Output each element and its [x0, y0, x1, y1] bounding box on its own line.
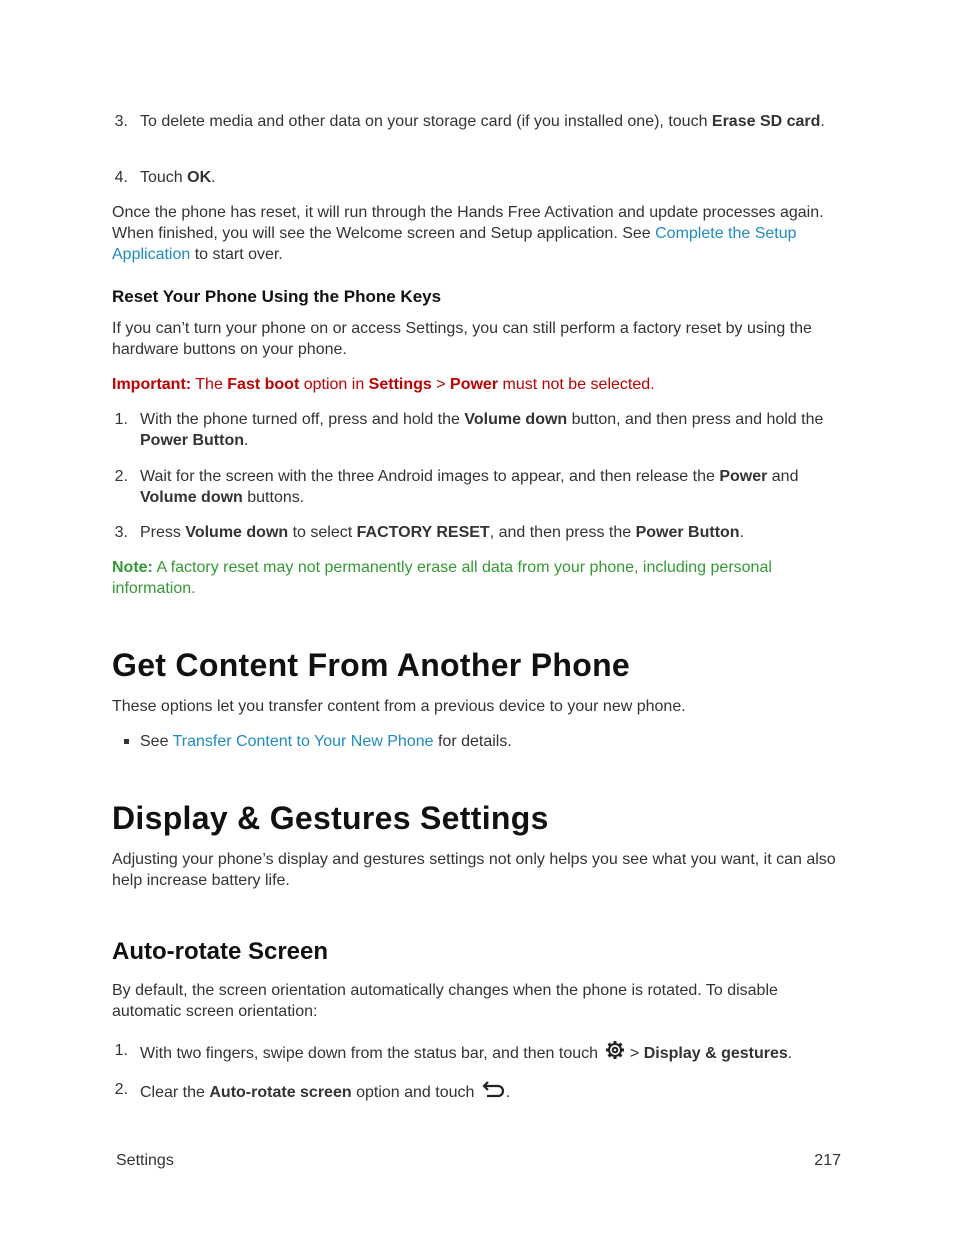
step-text: Touch OK.: [140, 169, 216, 186]
step-number: 3.: [114, 113, 128, 130]
transfer-bullet: [112, 731, 842, 752]
auto-rotate-heading: Auto-rotate Screen: [112, 938, 329, 965]
complete-setup-link[interactable]: Complete the Setup Application: [112, 225, 797, 263]
step-number: 1.: [114, 411, 128, 428]
important-label: Important:: [112, 376, 192, 393]
phone-keys-heading: Reset Your Phone Using the Phone Keys: [112, 287, 442, 306]
step-text: With two fingers, swipe down from the status bar, and then touch > Display & gestures.: [140, 1040, 842, 1066]
step-number: 3.: [114, 524, 128, 541]
erase-sd-card-label: Erase SD card: [711, 113, 821, 130]
rotate-step: [112, 1079, 842, 1105]
footer-page-number: 217: [814, 1152, 841, 1169]
transfer-content-link[interactable]: Transfer Content to Your New Phone: [172, 733, 434, 750]
key-step: [112, 522, 842, 543]
footer-section: Settings: [116, 1152, 174, 1169]
step-number: 4.: [114, 169, 128, 186]
rotate-step: [112, 1040, 842, 1066]
display-gestures-intro: Adjusting your phone’s display and gestures settings not only helps you see what you want, it can also help increase battery life.: [112, 851, 836, 889]
back-arrow-icon: [482, 1079, 506, 1105]
bullet-text: See Transfer Content to Your New Phone for details.: [140, 733, 512, 750]
step-text: To delete media and other data on your storage card (if you installed one), touch Erase SD card.: [140, 113, 825, 130]
gear-icon: [605, 1040, 625, 1066]
display-gestures-heading: Display & Gestures Settings: [112, 800, 549, 836]
bullet-marker: [124, 739, 129, 744]
note-label: Note:: [112, 559, 153, 576]
ok-label: OK: [187, 169, 212, 186]
step-number: 1.: [114, 1042, 128, 1059]
step-text: Press Volume down to select FACTORY RESET, and then press the Power Button.: [140, 524, 745, 541]
step-text: Wait for the screen with the three Android images to appear, and then release the Power and Volume down buttons.: [140, 468, 799, 506]
get-content-intro: These options let you transfer content from a previous device to your new phone.: [112, 698, 686, 715]
step-number: 2.: [114, 1081, 128, 1098]
key-step: [112, 409, 842, 451]
auto-rotate-intro: By default, the screen orientation automatically changes when the phone is rotated. To disable automatic screen orientation:: [112, 982, 778, 1020]
step-text: With the phone turned off, press and hold the Volume down button, and then press and hold the Power Button.: [140, 411, 824, 449]
key-step: [112, 466, 842, 508]
reset-paragraph: Once the phone has reset, it will run through the Hands Free Activation and update processes again. When finished, you will see the Welcome screen and Setup application. See Complete the Setup Application to start over.: [112, 204, 824, 263]
important-note: Important: The Fast boot option in Settings > Power must not be selected.: [112, 376, 655, 393]
factory-reset-note: Note: A factory reset may not permanently erase all data from your phone, including personal information.: [112, 559, 772, 597]
get-content-heading: Get Content From Another Phone: [112, 647, 631, 683]
ok-step: [112, 167, 842, 188]
erase-step: [112, 111, 842, 132]
step-number: 2.: [114, 468, 128, 485]
step-text: Clear the Auto-rotate screen option and touch .: [140, 1079, 842, 1105]
phone-keys-intro: If you can’t turn your phone on or access Settings, you can still perform a factory reset by using the hardware buttons on your phone.: [112, 320, 812, 358]
